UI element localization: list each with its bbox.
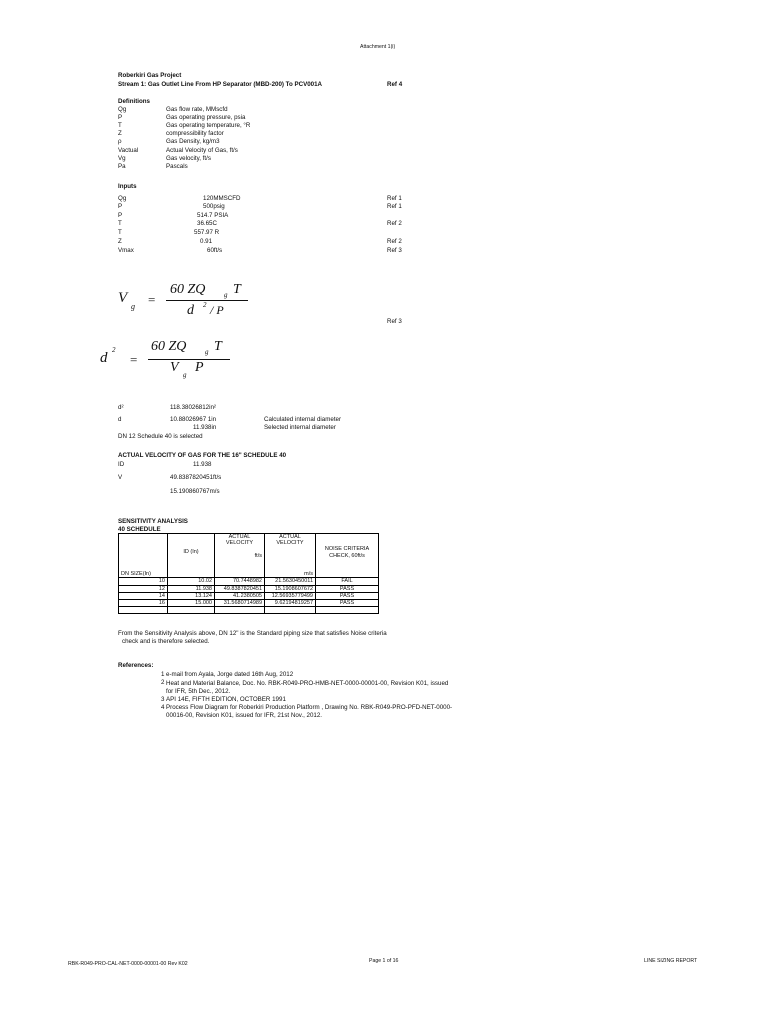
- input-symbol: T: [118, 220, 122, 227]
- input-symbol: Qg: [118, 195, 127, 202]
- input-value: 500psig: [203, 203, 225, 210]
- d-note: Calculated internal diameter: [264, 416, 342, 423]
- attachment-label: Attachment 1(i): [360, 44, 396, 50]
- references-heading: References:: [118, 662, 154, 669]
- actual-id-value: 11.938: [193, 461, 212, 468]
- cell-empty: [119, 607, 168, 614]
- table-row: [119, 578, 379, 585]
- def-symbol: T: [118, 122, 122, 129]
- selected-note: Selected internal diameter: [264, 424, 336, 431]
- header-dn-blank: [119, 534, 168, 572]
- reference-text: e-mail from Ayala, Jorge dated 16th Aug, 2012: [166, 671, 294, 678]
- cell-id: 11.938: [168, 585, 215, 592]
- cell-check: PASS: [316, 585, 379, 592]
- cell-id: 10.02: [168, 578, 215, 585]
- cell-ms: 9.62194819257: [265, 600, 316, 607]
- reference-number: 2: [161, 679, 165, 686]
- def-symbol: Z: [118, 130, 122, 137]
- d2-label: d²: [118, 404, 124, 411]
- eq1-numerator: 60 ZQ: [170, 282, 206, 297]
- cell-dn: 10: [119, 578, 168, 585]
- conclusion-line1: From the Sensitivity Analysis above, DN 12" is the Standard piping size that satisfies Noise criteria: [118, 630, 387, 637]
- header-id: ID (In): [168, 534, 215, 572]
- input-symbol: P: [118, 212, 123, 219]
- def-description: Gas operating pressure, psia: [166, 114, 246, 121]
- sensitivity-heading: SENSITIVITY ANALYSIS: [118, 518, 188, 525]
- def-description: Gas Density, kg/m3: [166, 138, 220, 145]
- header-actual-velocity-fts: [215, 534, 265, 572]
- eq1-lhs-sub: g: [131, 302, 135, 311]
- input-symbol: Z: [118, 238, 122, 245]
- def-description: Pascals: [166, 163, 188, 170]
- cell-dn: 16: [119, 600, 168, 607]
- cell-dn: 14: [119, 592, 168, 599]
- footer-report-title: LINE SIZING REPORT: [644, 958, 698, 964]
- input-value: 0.91: [200, 238, 213, 245]
- eq2-den-sub: g: [183, 371, 187, 379]
- d-label: d: [118, 416, 122, 423]
- table-empty-row: [119, 607, 379, 614]
- def-symbol: Pa: [118, 163, 126, 170]
- actual-id-label: ID: [118, 461, 125, 468]
- reference-text-cont: for IFR, 5th Dec., 2012.: [166, 688, 231, 695]
- table-row: [119, 592, 379, 599]
- input-ref: Ref 2: [387, 238, 402, 245]
- footer-page-number: Page 1 of 16: [369, 958, 399, 964]
- inputs-heading: Inputs: [118, 183, 137, 190]
- actual-v-ms: 15.190860767m/s: [170, 488, 220, 495]
- input-ref: Ref 1: [387, 203, 402, 210]
- eq1-lhs: V: [118, 290, 128, 306]
- eq2-equals: =: [130, 352, 138, 367]
- eq2-denominator: V: [170, 360, 179, 375]
- def-description: Gas velocity, ft/s: [166, 155, 211, 162]
- eq1-fraction-bar: [166, 300, 248, 301]
- cell-check: PASS: [316, 592, 379, 599]
- cell-fts: 70.7448982: [215, 578, 265, 585]
- eq2-lhs: d: [100, 350, 108, 366]
- table-header-row: [119, 534, 379, 572]
- reference-number: 4: [161, 704, 165, 711]
- schedule-heading: 40 SCHEDULE: [118, 526, 161, 533]
- cell-fts: 41.2380505: [215, 592, 265, 599]
- eq1-den-tail: / P: [210, 303, 224, 317]
- header-ms-unit: m/s: [265, 571, 316, 578]
- cell-ms: 12.56935779499: [265, 592, 316, 599]
- eq2-lhs-sup: 2: [112, 346, 116, 354]
- input-ref: Ref 3: [387, 247, 402, 254]
- eq1-num-sub: g: [224, 291, 228, 299]
- input-value: 60ft/s: [207, 247, 223, 254]
- header-dn-size: DN SIZE(In): [119, 571, 168, 578]
- def-symbol: Vg: [118, 155, 126, 162]
- input-symbol: Vmax: [118, 247, 134, 254]
- header-noise-criteria: NOISE CRITERIA CHECK, 60ft/s: [316, 534, 379, 572]
- header-av2-label: ACTUAL VELOCITY: [276, 534, 304, 547]
- eq1-ref: Ref 3: [387, 318, 402, 325]
- cell-id: 15.000: [168, 600, 215, 607]
- actual-v-label: V: [118, 474, 123, 481]
- def-symbol: Vactual: [118, 147, 139, 154]
- eq1-num-T: T: [233, 282, 241, 297]
- table-row: [119, 585, 379, 592]
- def-symbol: P: [118, 114, 123, 121]
- def-symbol: Qg: [118, 106, 127, 113]
- cell-ms: 21.5630450011: [265, 578, 316, 585]
- header-blank: [215, 571, 265, 578]
- cell-check: FAIL: [316, 578, 379, 585]
- input-value: 120MMSCFD: [203, 195, 241, 202]
- conclusion-line2: check and is therefore selected.: [122, 638, 210, 645]
- reference-text: Heat and Material Balance, Doc. No. RBK-R049-PRO-HMB-NET-0000-00001-00, Revision K01, issued: [166, 680, 449, 687]
- cell-fts: 49.8387820451: [215, 585, 265, 592]
- sensitivity-table: [118, 533, 379, 614]
- input-ref: Ref 2: [387, 220, 402, 227]
- eq2-den-tail: P: [195, 360, 204, 375]
- footer-doc-number: RBK-R049-PRO-CAL-NET-0000-00001-00 Rev K02: [68, 961, 188, 967]
- d2-value: 118.38026812in²: [170, 404, 216, 411]
- cell-empty: [215, 607, 265, 614]
- dn-selected-note: DN 12 Schedule 40 is selected: [118, 433, 203, 440]
- project-title: Roberkiri Gas Project: [118, 72, 182, 79]
- cell-empty: [168, 607, 215, 614]
- cell-id: 13.124: [168, 592, 215, 599]
- cell-dn: 12: [119, 585, 168, 592]
- input-value: 557.97 R: [194, 229, 220, 236]
- def-description: Actual Velocity of Gas, ft/s: [166, 147, 238, 154]
- actual-velocity-heading: ACTUAL VELOCITY OF GAS FOR THE 16" SCHEDULE 40: [118, 452, 287, 459]
- eq2-num-sub: g: [205, 348, 209, 356]
- input-value: 36.65C: [197, 220, 217, 227]
- input-symbol: T: [118, 229, 122, 236]
- header-av-unit: ft/s: [254, 552, 262, 559]
- def-description: compressibility factor: [166, 130, 224, 137]
- header-av-label: ACTUAL VELOCITY: [225, 534, 254, 547]
- reference-text: Process Flow Diagram for Roberkiri Production Platform , Drawing No. RBK-R049-PRO-PFD-NET-0000-: [166, 704, 453, 711]
- definitions-heading: Definitions: [118, 98, 150, 105]
- eq1-denominator: d: [187, 303, 194, 318]
- input-ref: Ref 1: [387, 195, 402, 202]
- table-row: [119, 600, 379, 607]
- def-description: Gas operating temperature, °R: [166, 122, 251, 129]
- stream-ref: Ref 4: [387, 81, 403, 88]
- input-value: 514.7 PSIA: [197, 212, 229, 219]
- cell-empty: [265, 607, 316, 614]
- cell-check: PASS: [316, 600, 379, 607]
- selected-diameter: 11.938in: [193, 424, 217, 431]
- cell-fts: 31.5680714989: [215, 600, 265, 607]
- header-blank: [316, 571, 379, 578]
- eq2-numerator: 60 ZQ: [151, 339, 187, 354]
- eq2-fraction-bar: [148, 359, 230, 360]
- header-blank: [168, 571, 215, 578]
- eq2-num-T: T: [214, 339, 222, 354]
- input-symbol: P: [118, 203, 123, 210]
- reference-text-cont: 00016-00, Revision K01, issued for IFR, 21st Nov., 2012.: [166, 712, 323, 719]
- def-symbol: ρ: [118, 138, 122, 145]
- stream-title: Stream 1: Gas Outlet Line From HP Separator (MBD-200) To PCV001A: [118, 81, 323, 88]
- cell-ms: 15.1908607672: [265, 585, 316, 592]
- eq1-equals: =: [148, 292, 156, 307]
- cell-empty: [316, 607, 379, 614]
- def-description: Gas flow rate, MMscfd: [166, 106, 228, 113]
- reference-text: API 14E, FIFTH EDITION, OCTOBER 1991: [166, 696, 286, 703]
- reference-number: 3: [161, 696, 165, 703]
- eq1-den-sup: 2: [203, 301, 207, 309]
- table-subheader-row: [119, 571, 379, 578]
- d-value: 10.88026967 1in: [170, 416, 217, 423]
- actual-v-fts: 49.8387820451ft/s: [170, 474, 222, 481]
- reference-number: 1: [161, 671, 165, 678]
- header-actual-velocity-ms: [265, 534, 316, 572]
